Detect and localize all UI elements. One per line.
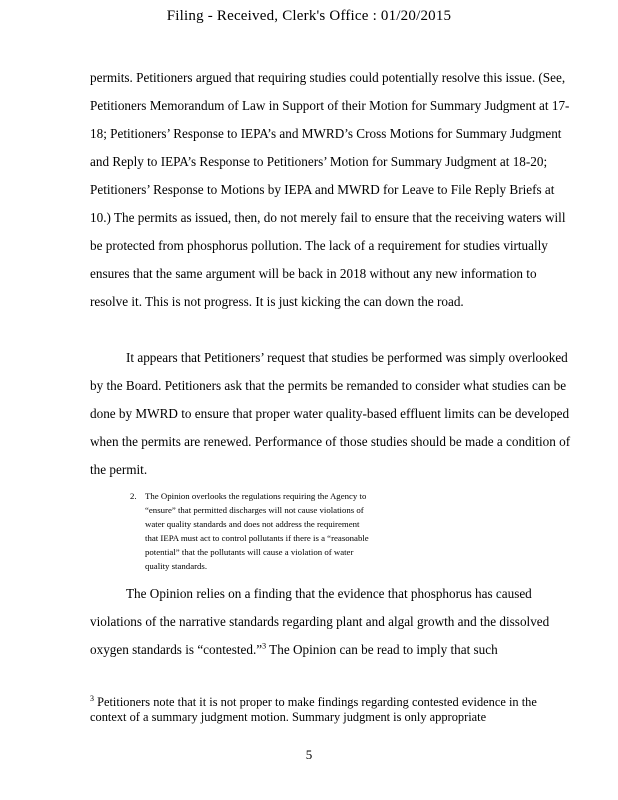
- argument-heading-2: [130, 489, 370, 573]
- footnote-marker: 3: [90, 693, 94, 703]
- paragraph-contested-text: The Opinion relies on a finding that the evidence that phosphorus has caused violations of the narrative standards regarding plant and algal growth and the dissolved oxygen standards is “contested.”: [90, 586, 550, 657]
- argument-heading-text: The Opinion overlooks the regulations requiring the Agency to “ensure” that permitted discharges will not cause violations of water quality standards and does not address the requirement that IEPA must act to control pollutants if there is a “reasonable potential” that the pollutants will cause a violation of water quality standards.: [145, 491, 369, 571]
- paragraph-contested-evidence: [90, 580, 572, 664]
- paragraph-studies-overlooked: It appears that Petitioners’ request that studies be performed was simply overlooked by the Board. Petitioners ask that the permits be remanded to consider what studies can be done by MWRD to ensure that proper water quality-based effluent limits can be developed when the permits are renewed. Performance of those studies should be made a condition of the permit.: [90, 350, 571, 477]
- page-number: 5: [305, 747, 313, 762]
- footnote-reference[interactable]: 3: [262, 641, 267, 651]
- paragraph-studies-argument: permits. Petitioners argued that requiring studies could potentially resolve this issue. (See, Petitioners Memorandum of Law in Support of their Motion for Summary Judgment at 17-18; Petitioners’ Response to IEPA’s and MWRD’s Cross Motions for Summary Judgment and Reply to IEPA’s Response to Petitioners’ Motion for Summary Judgment at 18-20; Petitioners’ Response to Motions by IEPA and MWRD for Leave to File Reply Briefs at 10.) The permits as issued, then, do not merely fail to ensure that the receiving waters will be protected from phosphorus pollution. The lack of a requirement for studies virtually ensures that the same argument will be back in 2018 without any new information to resolve it. This is not progress. It is just kicking the can down the road.: [90, 70, 570, 309]
- footnote-text: Petitioners note that it is not proper to make findings regarding contested evidence in the context of a summary judgment motion. Summary judgment is only appropriate: [90, 695, 537, 724]
- paragraph-contested-continuation: The Opinion can be read to imply that such: [266, 642, 498, 657]
- argument-number: 2.: [130, 491, 137, 501]
- footnote-3: [90, 695, 572, 725]
- filing-header: Filing - Received, Clerk's Office : 01/20/2015: [166, 8, 452, 24]
